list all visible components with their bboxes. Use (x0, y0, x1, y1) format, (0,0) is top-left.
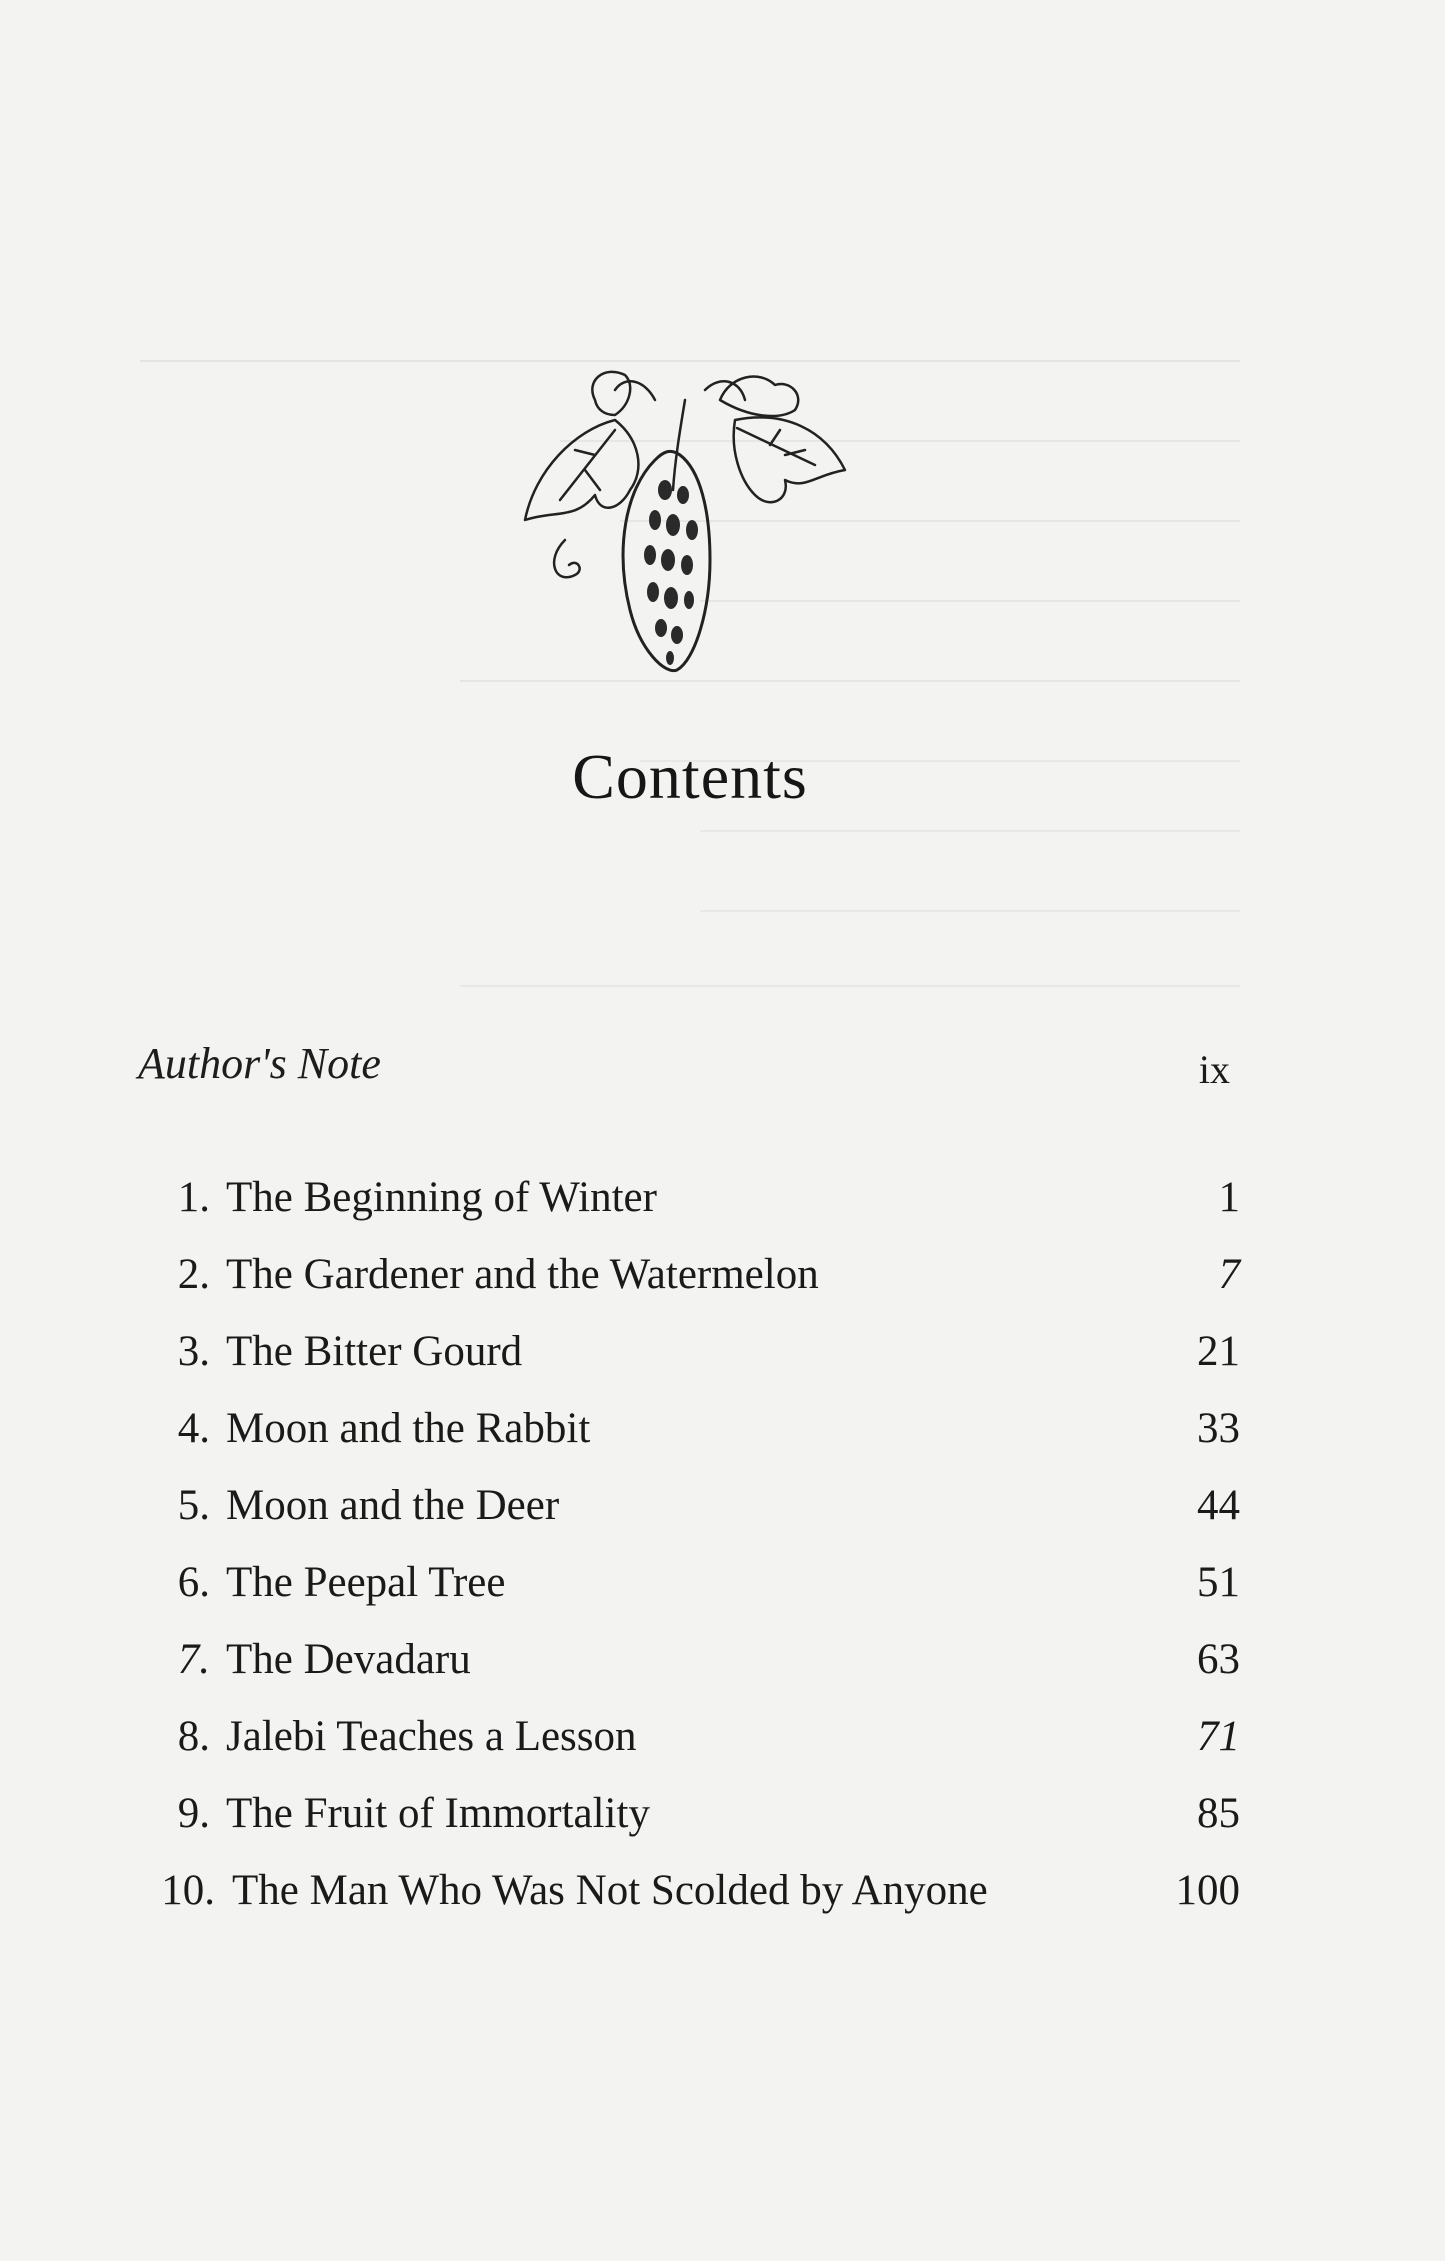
entry-page: 1 (1218, 1174, 1240, 1221)
entry-title: Moon and the Deer (226, 1482, 560, 1529)
entry-page: 44 (1197, 1482, 1240, 1529)
toc-entry (0, 1702, 1445, 1772)
entry-title: The Fruit of Immortality (226, 1790, 650, 1837)
entry-title: Jalebi Teaches a Lesson (226, 1713, 637, 1760)
entry-number: 3. (177, 1328, 210, 1375)
entry-title: The Man Who Was Not Scolded by Anyone (232, 1867, 988, 1914)
toc-entry (0, 1548, 1445, 1618)
entry-page: 100 (1175, 1867, 1240, 1914)
entry-title: The Bitter Gourd (226, 1328, 523, 1375)
entry-number: 2. (177, 1251, 210, 1298)
entry-title: The Peepal Tree (226, 1559, 506, 1606)
toc-entry (0, 1625, 1445, 1695)
entry-page: 33 (1197, 1405, 1240, 1452)
toc-entry (0, 1394, 1445, 1464)
entry-page: 51 (1197, 1559, 1240, 1606)
page-title: Contents (572, 741, 808, 812)
entry-number: 10. (161, 1867, 215, 1914)
entry-title: Moon and the Rabbit (226, 1405, 591, 1452)
entry-number: 9. (177, 1790, 210, 1837)
toc-entry (0, 1317, 1445, 1387)
author-note-label: Author's Note (138, 1039, 381, 1088)
author-note-page: ix (1198, 1047, 1230, 1092)
bitter-gourd-illustration-icon (505, 360, 865, 680)
entry-number: 5. (177, 1482, 210, 1529)
entry-title: The Beginning of Winter (226, 1174, 657, 1221)
toc-entry (0, 1240, 1445, 1310)
toc-entry (0, 1163, 1445, 1233)
entry-title: The Gardener and the Watermelon (226, 1251, 819, 1298)
entry-page: 21 (1197, 1328, 1240, 1375)
entry-page: 71 (1197, 1713, 1240, 1760)
entry-number: 1. (177, 1174, 210, 1221)
entry-page: 63 (1197, 1636, 1240, 1683)
entry-number: 4. (177, 1405, 210, 1452)
toc-entry (0, 1471, 1445, 1541)
entry-number: 7. (177, 1636, 210, 1683)
entry-number: 8. (177, 1713, 210, 1760)
entry-page: 85 (1197, 1790, 1240, 1837)
toc-entry (0, 1779, 1445, 1849)
entry-title: The Devadaru (226, 1636, 471, 1683)
entry-page: 7 (1218, 1251, 1240, 1298)
toc-entry (0, 1856, 1445, 1926)
entry-number: 6. (177, 1559, 210, 1606)
